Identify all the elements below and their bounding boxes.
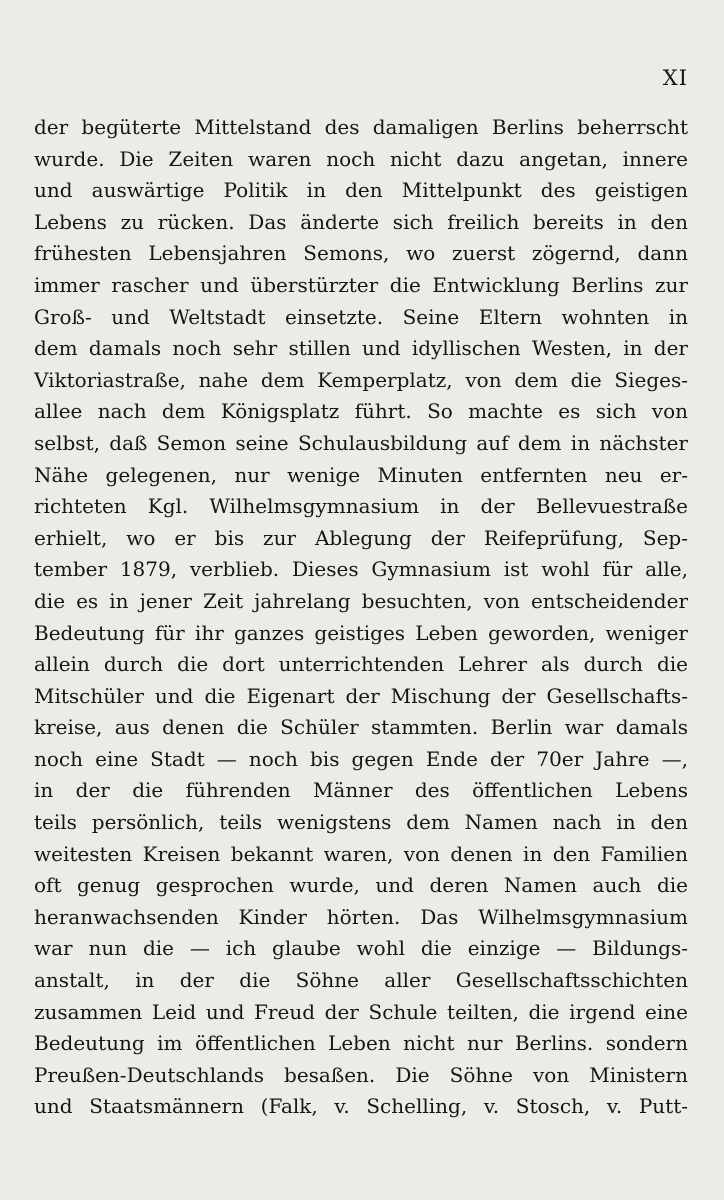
text-line: frühesten Lebensjahren Semons, wo zuerst zögernd, dann bbox=[34, 241, 688, 266]
text-line: der begüterte Mittelstand des damaligen Berlins beherrscht bbox=[34, 115, 688, 139]
text-line: allee nach dem Königsplatz führt. So machte es sich von bbox=[34, 399, 688, 424]
text-line: Lebens zu rücken. Das änderte sich freilich bereits in den bbox=[34, 209, 688, 234]
text-line: wurde. Die Zeiten waren noch nicht dazu angetan, innere bbox=[34, 146, 688, 171]
text-line: die es in jener Zeit jahrelang besuchten, von entscheidender bbox=[34, 588, 688, 613]
text-line: in der die führenden Männer des öffentlichen Lebens bbox=[34, 778, 688, 803]
page-number: XI bbox=[662, 66, 688, 90]
text-line: erhielt, wo er bis zur Ablegung der Reifeprüfung, Sep- bbox=[34, 525, 688, 550]
text-line: und auswärtige Politik in den Mittelpunkt des geistigen bbox=[34, 178, 688, 203]
text-line: anstalt, in der die Söhne aller Gesellschaftsschichten bbox=[34, 968, 688, 993]
text-line: Nähe gelegenen, nur wenige Minuten entfernten neu er- bbox=[34, 462, 688, 487]
text-line: noch eine Stadt — noch bis gegen Ende der 70er Jahre —, bbox=[34, 746, 688, 771]
text-line: immer rascher und überstürzter die Entwicklung Berlins zur bbox=[34, 272, 688, 297]
text-line: richteten Kgl. Wilhelmsgymnasium in der Bellevuestraße bbox=[34, 494, 688, 519]
text-line: und Staatsmännern (Falk, v. Schelling, v. Stosch, v. Putt- bbox=[34, 1094, 688, 1119]
text-line: Mitschüler und die Eigenart der Mischung der Gesellschafts- bbox=[34, 683, 688, 708]
text-line: allein durch die dort unterrichtenden Lehrer als durch die bbox=[34, 652, 688, 677]
body-text bbox=[34, 112, 688, 1123]
text-line: heranwachsenden Kinder hörten. Das Wilhelmsgymnasium bbox=[34, 904, 688, 929]
text-line: oft genug gesprochen wurde, und deren Namen auch die bbox=[34, 873, 688, 898]
text-line: selbst, daß Semon seine Schulausbildung auf dem in nächster bbox=[34, 430, 688, 455]
text-line: zusammen Leid und Freud der Schule teilten, die irgend eine bbox=[34, 999, 688, 1024]
text-line: war nun die — ich glaube wohl die einzige — Bildungs- bbox=[34, 936, 688, 961]
text-line: weitesten Kreisen bekannt waren, von denen in den Familien bbox=[34, 841, 688, 866]
text-line: tember 1879, verblieb. Dieses Gymnasium ist wohl für alle, bbox=[34, 557, 688, 582]
text-line: Viktoriastraße, nahe dem Kemperplatz, von dem die Sieges- bbox=[34, 367, 688, 392]
text-line: dem damals noch sehr stillen und idyllischen Westen, in der bbox=[34, 336, 688, 361]
text-line: Bedeutung für ihr ganzes geistiges Leben geworden, weniger bbox=[34, 620, 688, 645]
text-line: teils persönlich, teils wenigstens dem Namen nach in den bbox=[34, 810, 688, 835]
text-line: Preußen-Deutschlands besaßen. Die Söhne von Ministern bbox=[34, 1062, 688, 1087]
text-line: Bedeutung im öffentlichen Leben nicht nur Berlins. sondern bbox=[34, 1031, 688, 1056]
text-line: kreise, aus denen die Schüler stammten. Berlin war damals bbox=[34, 715, 688, 740]
text-line: Groß- und Weltstadt einsetzte. Seine Eltern wohnten in bbox=[34, 304, 688, 329]
